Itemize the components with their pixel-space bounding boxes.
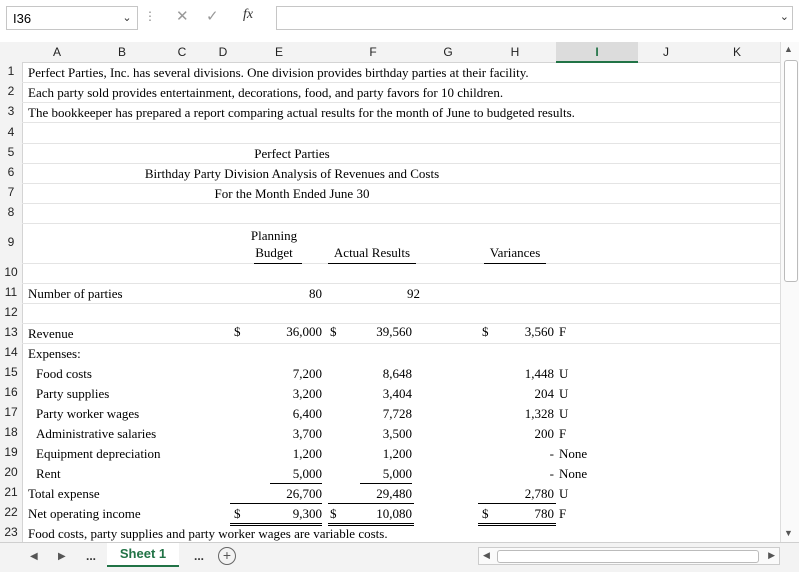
total-rule (328, 503, 414, 504)
intro-line-2[interactable]: Each party sold provides entertainment, decorations, food, and party favors for 10 children. (28, 85, 504, 100)
row-gridline (22, 203, 780, 204)
row-gridline (22, 303, 780, 304)
double-rule (328, 523, 414, 524)
revenue-variance[interactable]: 3,560 (524, 324, 554, 339)
sheet-tab-bar (0, 542, 799, 572)
label-expenses[interactable]: Expenses: (28, 346, 81, 361)
revenue-variance-dollar[interactable]: $ (482, 324, 489, 339)
supplies-flag[interactable]: U (559, 386, 569, 401)
more-options-icon[interactable]: ⋮ (144, 9, 156, 23)
supplies-budget[interactable]: 3,200 (292, 386, 322, 401)
noi-actual-dollar[interactable]: $ (330, 506, 337, 521)
column-header-e[interactable]: E (274, 45, 283, 59)
name-box[interactable] (6, 6, 138, 30)
depreciation-flag[interactable]: None (559, 446, 588, 461)
noi-budget[interactable]: 9,300 (292, 506, 322, 521)
label-food-costs[interactable]: Food costs (36, 366, 92, 381)
revenue-actual[interactable]: 39,560 (376, 324, 412, 339)
column-header-bar (0, 42, 780, 63)
row-header-14[interactable]: 14 (4, 345, 18, 359)
admin-actual[interactable]: 3,500 (382, 426, 412, 441)
supplies-variance[interactable]: 204 (534, 386, 554, 401)
row-gridline (22, 183, 780, 184)
more-sheets-right[interactable]: ... (194, 549, 205, 563)
confirm-icon[interactable]: ✓ (206, 8, 219, 25)
row-header-11[interactable]: 11 (4, 285, 18, 299)
subtotal-rule (360, 483, 412, 484)
col-heading-planning[interactable]: Planning (250, 228, 298, 243)
select-all-corner[interactable] (0, 42, 22, 62)
food-flag[interactable]: U (559, 366, 569, 381)
noi-variance-dollar[interactable]: $ (482, 506, 489, 521)
admin-variance[interactable]: 200 (534, 426, 554, 441)
row-gridline (22, 122, 780, 123)
row-gridline (22, 163, 780, 164)
intro-line-3[interactable]: The bookkeeper has prepared a report comparing actual results for the month of June to budgeted results. (28, 105, 575, 120)
label-administrative-salaries[interactable]: Administrative salaries (36, 426, 157, 441)
next-sheet-icon[interactable]: ▶ (58, 551, 66, 562)
row-gridline (22, 343, 780, 344)
horizontal-scrollbar[interactable] (478, 547, 780, 565)
row-header-12[interactable]: 12 (4, 305, 18, 319)
wages-variance[interactable]: 1,328 (524, 406, 554, 421)
food-variance[interactable]: 1,448 (524, 366, 554, 381)
add-sheet-icon[interactable]: + (218, 547, 236, 565)
row-header-13[interactable]: 13 (4, 325, 18, 339)
total-budget[interactable]: 26,700 (286, 486, 322, 501)
column-header-d[interactable]: D (218, 45, 228, 59)
row-header-16[interactable]: 16 (4, 385, 18, 399)
column-header-h[interactable]: H (510, 45, 520, 59)
total-rule (478, 503, 556, 504)
report-period[interactable]: For the Month Ended June 30 (214, 186, 370, 201)
revenue-budget-dollar[interactable]: $ (234, 324, 241, 339)
formula-input[interactable] (276, 6, 793, 30)
revenue-budget[interactable]: 36,000 (286, 324, 322, 339)
double-rule (230, 523, 322, 524)
cancel-icon[interactable]: ✕ (176, 8, 189, 25)
depreciation-actual[interactable]: 1,200 (382, 446, 412, 461)
label-party-supplies[interactable]: Party supplies (36, 386, 110, 401)
col-heading-budget[interactable]: Budget (255, 245, 293, 260)
parties-budget[interactable]: 80 (309, 286, 322, 301)
row-header-2[interactable]: 2 (7, 84, 15, 98)
label-equipment-depreciation[interactable]: Equipment depreciation (36, 446, 161, 461)
row-gridline (22, 102, 780, 103)
row-header-3[interactable]: 3 (7, 104, 15, 118)
heading-underline (254, 263, 302, 264)
chevron-down-icon[interactable]: ⌄ (122, 12, 132, 24)
label-rent[interactable]: Rent (36, 466, 61, 481)
admin-flag[interactable]: F (559, 426, 567, 441)
wages-budget[interactable]: 6,400 (292, 406, 322, 421)
row-gridline (22, 143, 780, 144)
more-sheets-left[interactable]: ... (86, 549, 97, 563)
report-company[interactable]: Perfect Parties (254, 146, 330, 161)
column-header-b[interactable]: B (117, 45, 126, 59)
row-header-9[interactable]: 9 (7, 235, 15, 249)
depreciation-variance[interactable]: - (549, 446, 554, 461)
scroll-down-icon[interactable]: ▼ (784, 528, 793, 538)
sheet-tab-sheet-1[interactable]: Sheet 1 (107, 543, 179, 567)
food-budget[interactable]: 7,200 (292, 366, 322, 381)
label-net-operating-income[interactable]: Net operating income (28, 506, 141, 521)
row-gridline (22, 283, 780, 284)
total-flag[interactable]: U (559, 486, 569, 501)
label-revenue[interactable]: Revenue (28, 326, 74, 341)
label-party-worker-wages[interactable]: Party worker wages (36, 406, 140, 421)
column-header-j[interactable]: J (663, 45, 669, 59)
rent-variance[interactable]: - (549, 466, 554, 481)
column-header-g[interactable]: G (443, 45, 453, 59)
col-heading-actual[interactable]: Actual Results (333, 245, 411, 260)
rent-actual[interactable]: 5,000 (382, 466, 412, 481)
wages-flag[interactable]: U (559, 406, 569, 421)
revenue-flag[interactable]: F (559, 324, 567, 339)
revenue-actual-dollar[interactable]: $ (330, 324, 337, 339)
intro-line-1[interactable]: Perfect Parties, Inc. has several divisions. One division provides birthday parties at their facility. (28, 65, 529, 80)
vertical-scroll-thumb[interactable] (784, 60, 798, 282)
total-actual[interactable]: 29,480 (376, 486, 412, 501)
row-header-8[interactable]: 8 (7, 205, 15, 219)
expand-formula-bar-icon[interactable]: ⌄ (779, 11, 789, 23)
note-variable-costs[interactable]: Food costs, party supplies and party worker wages are variable costs. (28, 526, 388, 541)
heading-underline (328, 263, 416, 264)
admin-budget[interactable]: 3,700 (292, 426, 322, 441)
scroll-up-icon[interactable]: ▲ (784, 44, 793, 54)
column-header-a[interactable]: A (52, 45, 61, 59)
row-header-1[interactable]: 1 (7, 64, 15, 78)
wages-actual[interactable]: 7,728 (382, 406, 412, 421)
double-rule (478, 523, 556, 524)
rent-flag[interactable]: None (559, 466, 588, 481)
double-rule (478, 525, 556, 526)
row-header-19[interactable]: 19 (4, 445, 18, 459)
vertical-scrollbar[interactable] (780, 42, 799, 542)
noi-flag[interactable]: F (559, 506, 567, 521)
column-header-i[interactable]: I (556, 42, 638, 63)
formula-bar (0, 0, 799, 38)
total-rule (230, 503, 322, 504)
supplies-actual[interactable]: 3,404 (382, 386, 412, 401)
depreciation-budget[interactable]: 1,200 (292, 446, 322, 461)
subtotal-rule (270, 483, 322, 484)
heading-underline (484, 263, 546, 264)
column-header-f[interactable]: F (369, 45, 377, 59)
noi-budget-dollar[interactable]: $ (234, 506, 241, 521)
insert-function-button[interactable]: fx (243, 7, 254, 22)
row-gridline (22, 223, 780, 224)
row-gridline (22, 82, 780, 83)
label-total-expense[interactable]: Total expense (28, 486, 100, 501)
column-header-c[interactable]: C (177, 45, 187, 59)
row-header-10[interactable]: 10 (4, 265, 18, 279)
row-header-7[interactable]: 7 (7, 185, 15, 199)
scroll-right-icon[interactable]: ▶ (768, 550, 775, 560)
food-actual[interactable]: 8,648 (382, 366, 412, 381)
horizontal-scroll-thumb[interactable] (497, 550, 759, 563)
label-number-of-parties[interactable]: Number of parties (28, 286, 123, 301)
row-header-4[interactable]: 4 (7, 125, 15, 139)
row-header-22[interactable]: 22 (4, 505, 18, 519)
row-header-5[interactable]: 5 (7, 145, 15, 159)
row-header-15[interactable]: 15 (4, 365, 18, 379)
parties-actual[interactable]: 92 (407, 286, 420, 301)
previous-sheet-icon[interactable]: ◀ (30, 551, 38, 562)
noi-variance[interactable]: 780 (534, 506, 554, 521)
column-header-k[interactable]: K (732, 45, 741, 59)
rent-budget[interactable]: 5,000 (292, 466, 322, 481)
row-header-17[interactable]: 17 (4, 405, 18, 419)
row-header-23[interactable]: 23 (4, 525, 18, 539)
total-variance[interactable]: 2,780 (524, 486, 554, 501)
scroll-left-icon[interactable]: ◀ (483, 550, 490, 560)
row-header-20[interactable]: 20 (4, 465, 18, 479)
row-header-18[interactable]: 18 (4, 425, 18, 439)
row-header-21[interactable]: 21 (4, 485, 18, 499)
noi-actual[interactable]: 10,080 (376, 506, 412, 521)
name-box-value: I36 (13, 11, 32, 26)
report-title[interactable]: Birthday Party Division Analysis of Revenues and Costs (144, 166, 440, 181)
row-header-6[interactable]: 6 (7, 165, 15, 179)
col-heading-variances[interactable]: Variances (489, 245, 541, 260)
